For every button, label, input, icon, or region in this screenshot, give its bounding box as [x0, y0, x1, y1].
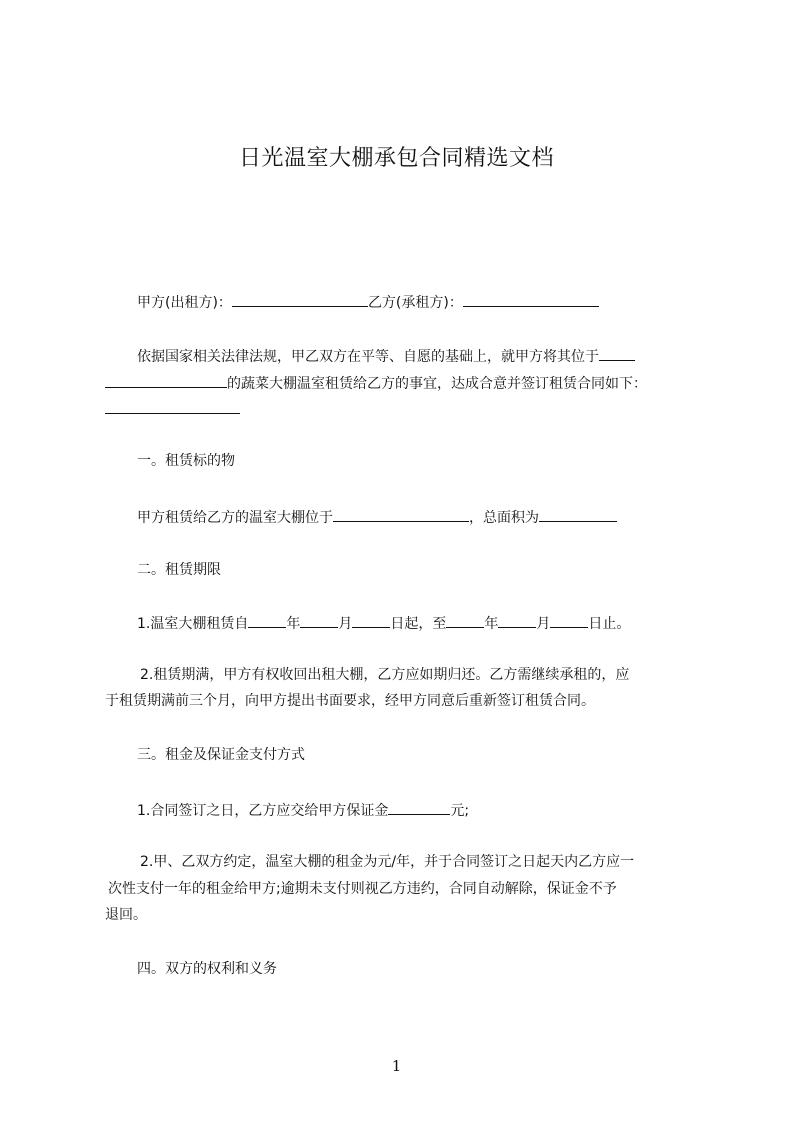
- deposit-suffix: 元;: [450, 803, 470, 819]
- deposit-amount-blank: [388, 800, 450, 815]
- parties-line: [137, 292, 742, 312]
- party-a-label: 甲方(出租方)：: [137, 295, 232, 311]
- start-year-label: 年: [286, 616, 301, 632]
- preamble-line-3: [105, 399, 710, 419]
- section-1-text-b: ，总面积为: [469, 510, 539, 526]
- start-month-label: 月: [338, 616, 353, 632]
- preamble-line-1: [137, 346, 742, 366]
- preamble-text-2: 的蔬菜大棚温室租赁给乙方的事宜，达成合意并签订租赁合同如下：: [227, 376, 647, 392]
- party-b-blank: [463, 292, 599, 307]
- section-3-item-2-line-3: 退回。: [105, 907, 147, 923]
- preamble-line-2: [105, 373, 710, 393]
- term-prefix: 1.温室大棚租赁自: [137, 616, 249, 632]
- end-month-blank: [498, 613, 536, 628]
- end-day-label: 日止。: [588, 616, 631, 632]
- end-day-blank: [550, 613, 588, 628]
- section-1-text-a: 甲方租赁给乙方的温室大棚位于: [137, 510, 333, 526]
- start-day-blank: [352, 613, 390, 628]
- preamble-text-1: 依据国家相关法律法规，甲乙双方在平等、自愿的基础上，就甲方将其位于: [137, 349, 599, 365]
- end-year-label: 年: [484, 616, 499, 632]
- greenhouse-location-blank: [333, 507, 469, 522]
- section-2-item-2-line-1: 2.租赁期满，甲方有权收回出租大棚，乙方应如期归还。乙方需继续承租的，应: [140, 667, 630, 683]
- party-a-blank: [232, 292, 368, 307]
- section-2-item-1: [137, 613, 742, 633]
- start-year-blank: [248, 613, 286, 628]
- party-b-label: 乙方(承租方)：: [367, 295, 463, 311]
- area-blank: [539, 507, 617, 522]
- preamble-blank-3: [105, 399, 240, 414]
- page-number: 1: [391, 1057, 402, 1075]
- location-blank-1: [599, 346, 635, 361]
- section-1-heading: 一。租赁标的物: [137, 453, 235, 469]
- end-month-label: 月: [536, 616, 551, 632]
- section-3-item-1: [137, 800, 742, 820]
- start-day-label: 日起，至: [390, 616, 447, 632]
- section-1-text: [137, 507, 742, 527]
- section-3-item-2-line-2: 次性支付一年的租金给甲方;逾期未支付则视乙方违约，合同自动解除，保证金不予: [108, 881, 617, 897]
- end-year-blank: [446, 613, 484, 628]
- start-month-blank: [300, 613, 338, 628]
- section-2-heading: 二。租赁期限: [137, 562, 221, 578]
- location-blank-2: [105, 373, 227, 388]
- section-2-item-2-line-2: 于租赁期满前三个月，向甲方提出书面要求，经甲方同意后重新签订租赁合同。: [105, 693, 595, 709]
- section-4-heading: 四。双方的权利和义务: [137, 961, 277, 977]
- section-3-heading: 三。租金及保证金支付方式: [137, 747, 305, 763]
- section-3-item-2-line-1: 2.甲、乙双方约定，温室大棚的租金为元/年，并于合同签订之日起天内乙方应一: [140, 854, 635, 870]
- deposit-prefix: 1.合同签订之日，乙方应交给甲方保证金: [137, 803, 389, 819]
- document-title: 日光温室大棚承包合同精选文档: [238, 146, 554, 171]
